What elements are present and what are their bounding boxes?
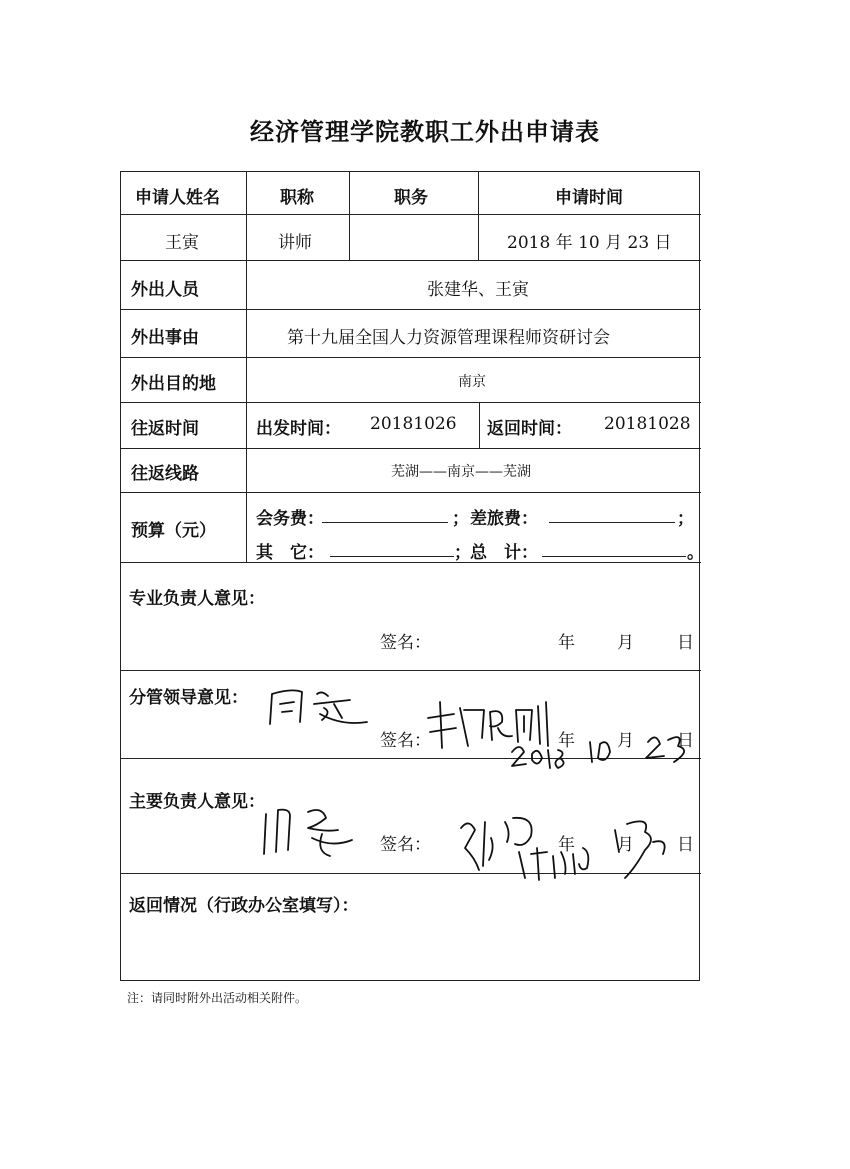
- row-divider: [121, 309, 701, 310]
- return-value: 20181028: [604, 414, 691, 434]
- total-label: 总 计：: [470, 543, 538, 563]
- row-divider: [121, 492, 701, 493]
- major-sign-label: 签名：: [380, 633, 431, 653]
- main-month: 月: [617, 835, 634, 855]
- leader-date-handwriting: [508, 722, 698, 772]
- other-label: 其 它：: [256, 543, 324, 563]
- row-divider: [121, 402, 701, 403]
- leader-opinion-label: 分管领导意见：: [129, 688, 248, 708]
- budget-end: 。: [687, 543, 704, 563]
- leader-opinion-handwriting: [262, 682, 372, 732]
- leader-sign-label: 签名：: [380, 731, 431, 751]
- destination-label: 外出目的地: [131, 374, 216, 394]
- budget-separator: ；: [454, 543, 471, 563]
- reason-value: 第十九届全国人力资源管理课程师资研讨会: [287, 328, 610, 348]
- budget-label: 预算（元）: [131, 521, 216, 541]
- column-divider: [478, 172, 479, 260]
- return-label: 返回时间：: [487, 419, 572, 439]
- depart-label: 出发时间：: [256, 419, 341, 439]
- main-opinion-handwriting: [256, 796, 366, 866]
- applicant-title: 讲师: [278, 233, 312, 253]
- route-value: 芜湖——南京——芜湖: [391, 464, 531, 480]
- other-blank: [330, 540, 454, 557]
- personnel-value: 张建华、王寅: [427, 280, 529, 300]
- leader-day: 日: [677, 731, 694, 751]
- row-divider: [121, 214, 701, 215]
- major-month: 月: [617, 633, 634, 653]
- major-opinion-label: 专业负责人意见：: [129, 589, 265, 609]
- applicant-position: [361, 228, 471, 250]
- column-divider: [246, 172, 247, 562]
- travel-fee-blank: [549, 506, 675, 523]
- meeting-fee-label: 会务费：: [256, 509, 324, 529]
- meeting-fee-blank: [322, 506, 448, 523]
- application-date: 2018 年 10 月 23 日: [507, 233, 672, 253]
- row-divider: [121, 448, 701, 449]
- footnote: 注：请同时附外出活动相关附件。: [127, 991, 308, 1005]
- main-year: 年: [558, 835, 575, 855]
- personnel-label: 外出人员: [131, 280, 199, 300]
- main-signature-handwriting: [455, 808, 685, 898]
- route-label: 往返线路: [131, 464, 199, 484]
- leader-month: 月: [617, 731, 634, 751]
- depart-value: 20181026: [370, 414, 457, 434]
- position-header: 职务: [394, 188, 428, 208]
- budget-separator: ；: [677, 509, 694, 529]
- form-title: 经济管理学院教职工外出申请表: [250, 118, 600, 146]
- date-header: 申请时间: [555, 188, 623, 208]
- budget-separator: ；: [452, 509, 469, 529]
- main-sign-label: 签名：: [380, 835, 431, 855]
- major-year: 年: [558, 633, 575, 653]
- reason-label: 外出事由: [131, 328, 199, 348]
- applicant-name: 王寅: [165, 233, 199, 253]
- major-day: 日: [677, 633, 694, 653]
- travel-fee-label: 差旅费：: [470, 509, 538, 529]
- row-divider: [121, 670, 701, 671]
- travel-time-label: 往返时间: [131, 419, 199, 439]
- row-divider: [121, 357, 701, 358]
- total-blank: [542, 540, 686, 557]
- destination-value: 南京: [458, 374, 486, 390]
- main-day: 日: [677, 835, 694, 855]
- leader-year: 年: [558, 731, 575, 751]
- row-divider: [121, 260, 701, 261]
- main-opinion-label: 主要负责人意见：: [129, 792, 265, 812]
- row-divider: [121, 562, 701, 563]
- return-situation-label: 返回情况（行政办公室填写）：: [129, 896, 359, 916]
- column-divider: [479, 402, 480, 448]
- column-divider: [349, 172, 350, 260]
- title-header: 职称: [280, 188, 314, 208]
- applicant-name-header: 申请人姓名: [135, 188, 220, 208]
